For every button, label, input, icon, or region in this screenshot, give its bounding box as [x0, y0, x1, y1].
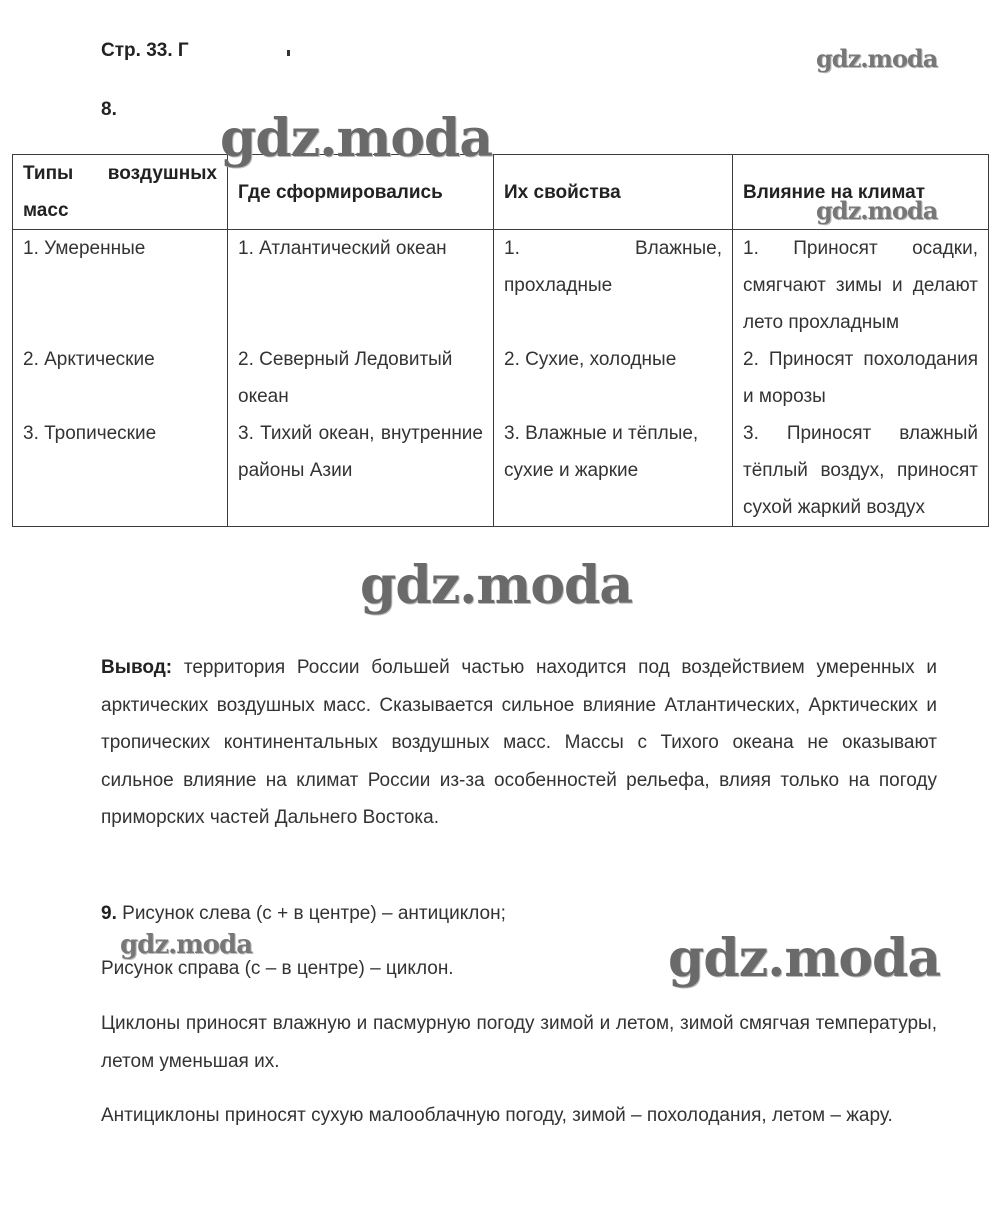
- watermark: gdz.moda: [120, 930, 253, 960]
- task-9-number: 9.: [101, 903, 117, 924]
- task-9-line-2: Рисунок справа (с – в центре) – циклон.: [101, 958, 454, 979]
- table-row: [13, 415, 989, 527]
- table-row: [13, 230, 989, 342]
- stray-mark: [287, 50, 290, 56]
- watermark: gdz.moda: [360, 555, 633, 616]
- cell-origin: 1. Атлантический океан: [228, 230, 494, 342]
- watermark: gdz.moda: [220, 108, 493, 169]
- conclusion-text: территория России большей частью находится под воздействием умеренных и арктических воздушных масс. Сказывается сильное влияние Атлантических, Арктических и тропических континентальных воздушных масс. Массы с Тихого океана не оказывают сильное влияние на климат России из-за особенностей рельефа, влияя только на погоду приморских частей Дальнего Востока.: [101, 657, 937, 828]
- task-8-number: 8.: [101, 99, 117, 120]
- cell-type: 2. Арктические: [13, 341, 228, 415]
- header-climate-influence: Влияние на климат: [733, 155, 989, 230]
- watermark: gdz.moda: [668, 928, 941, 989]
- cell-properties: 3. Влажные и тёплые, сухие и жаркие: [494, 415, 733, 527]
- cell-origin: 2. Северный Ледовитый океан: [228, 341, 494, 415]
- conclusion-paragraph: [101, 649, 937, 837]
- cell-origin: 3. Тихий океан, внутренние районы Азии: [228, 415, 494, 527]
- cyclones-paragraph: Циклоны приносят влажную и пасмурную погоду зимой и летом, зимой смягчая температуры, летом уменьшая их.: [101, 1013, 937, 1072]
- page-reference: Стр. 33. Г: [101, 40, 189, 61]
- cell-influence: 2. Приносят похолодания и морозы: [733, 341, 989, 415]
- header-properties: Их свойства: [494, 155, 733, 230]
- cell-influence: 3. Приносят влажный тёплый воздух, приносят сухой жаркий воздух: [733, 415, 989, 527]
- cell-type: 1. Умеренные: [13, 230, 228, 342]
- cell-properties: 2. Сухие, холодные: [494, 341, 733, 415]
- header-origin: Где сформировались: [228, 155, 494, 230]
- watermark: gdz.moda: [816, 196, 938, 225]
- task-9-line-1: 9. Рисунок слева (с + в центре) – антициклон;: [101, 903, 506, 924]
- table-row: [13, 341, 989, 415]
- conclusion-label: Вывод:: [101, 657, 173, 678]
- watermark: gdz.moda: [816, 44, 938, 73]
- anticyclones-paragraph: Антициклоны приносят сухую малооблачную погоду, зимой – похолодания, летом – жару.: [101, 1105, 893, 1126]
- cell-type: 3. Тропические: [13, 415, 228, 527]
- cell-influence: 1. Приносят осадки, смягчают зимы и делают лето прохладным: [733, 230, 989, 342]
- cell-properties: 1. Влажные, прохладные: [494, 230, 733, 342]
- header-types: Типы воздушных масс: [13, 155, 228, 230]
